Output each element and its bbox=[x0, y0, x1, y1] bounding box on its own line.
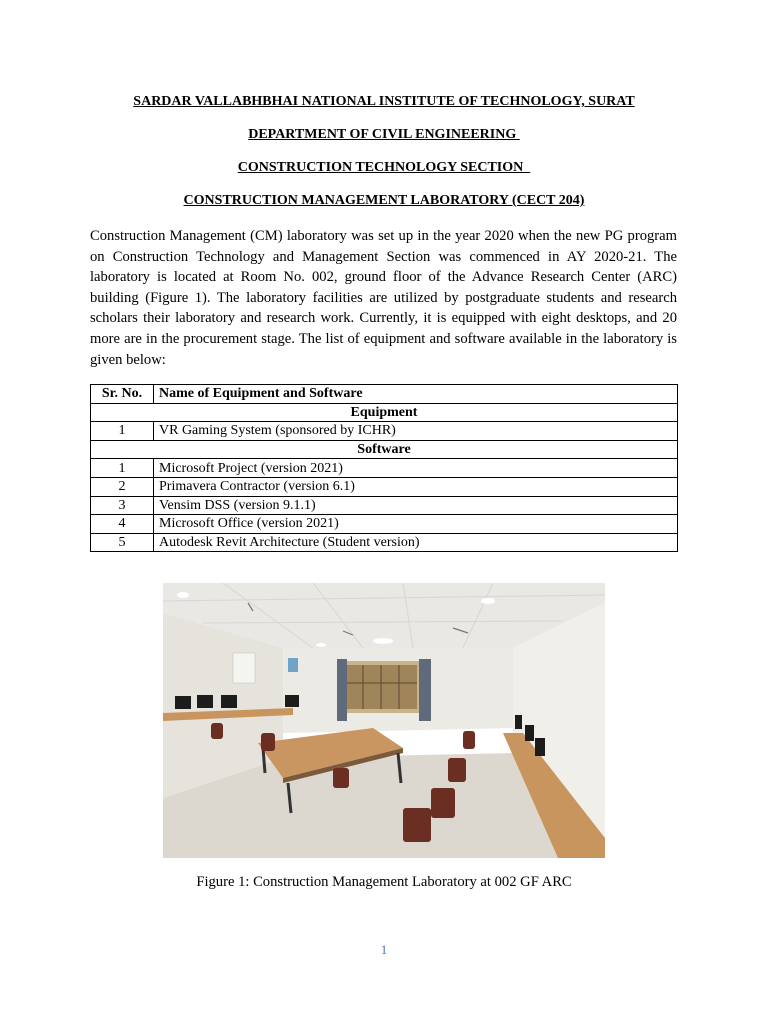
row-name: Primavera Contractor (version 6.1) bbox=[154, 477, 678, 496]
header-name: Name of Equipment and Software bbox=[154, 385, 678, 404]
software-section-label: Software bbox=[91, 440, 678, 459]
software-section-row bbox=[91, 440, 678, 459]
table-row bbox=[91, 477, 678, 496]
table-row bbox=[91, 459, 678, 478]
row-number: 1 bbox=[91, 422, 154, 441]
row-number: 3 bbox=[91, 496, 154, 515]
equipment-section-row bbox=[91, 403, 678, 422]
row-name: VR Gaming System (sponsored by ICHR) bbox=[154, 422, 678, 441]
table-row bbox=[91, 422, 678, 441]
page-number: 1 bbox=[380, 942, 388, 957]
laboratory-photo bbox=[163, 583, 605, 858]
laboratory-heading: CONSTRUCTION MANAGEMENT LABORATORY (CECT 204) bbox=[183, 193, 585, 208]
figure-caption: Figure 1: Construction Management Laboratory at 002 GF ARC bbox=[196, 874, 572, 890]
table-row bbox=[91, 515, 678, 534]
table-row bbox=[91, 533, 678, 552]
table-row bbox=[91, 496, 678, 515]
table-header-row bbox=[91, 385, 678, 404]
row-number: 2 bbox=[91, 477, 154, 496]
intro-paragraph: Construction Management (CM) laboratory was set up in the year 2020 when the new PG program on Construction Technology and Management Section was commenced in AY 2020-21. The laboratory is located at Room No. 002, ground floor of the Advance Research Center (ARC) building (Figure 1). The laboratory facilities are utilized by postgraduate students and research scholars their laboratory and research work. Currently, it is equipped with eight desktops, and 20 more are in the procurement stage. The list of equipment and software available in the laboratory is given below: bbox=[90, 228, 677, 368]
row-number: 1 bbox=[91, 459, 154, 478]
row-name: Vensim DSS (version 9.1.1) bbox=[154, 496, 678, 515]
row-name: Microsoft Office (version 2021) bbox=[154, 515, 678, 534]
institute-heading: SARDAR VALLABHBHAI NATIONAL INSTITUTE OF TECHNOLOGY, SURAT bbox=[133, 94, 635, 109]
row-name: Microsoft Project (version 2021) bbox=[154, 459, 678, 478]
department-heading: DEPARTMENT OF CIVIL ENGINEERING bbox=[248, 127, 520, 142]
row-number: 5 bbox=[91, 533, 154, 552]
section-heading: CONSTRUCTION TECHNOLOGY SECTION bbox=[237, 160, 531, 175]
equipment-table bbox=[90, 384, 678, 552]
header-sr-no: Sr. No. bbox=[91, 385, 154, 404]
row-name: Autodesk Revit Architecture (Student version) bbox=[154, 533, 678, 552]
row-number: 4 bbox=[91, 515, 154, 534]
equipment-section-label: Equipment bbox=[91, 403, 678, 422]
